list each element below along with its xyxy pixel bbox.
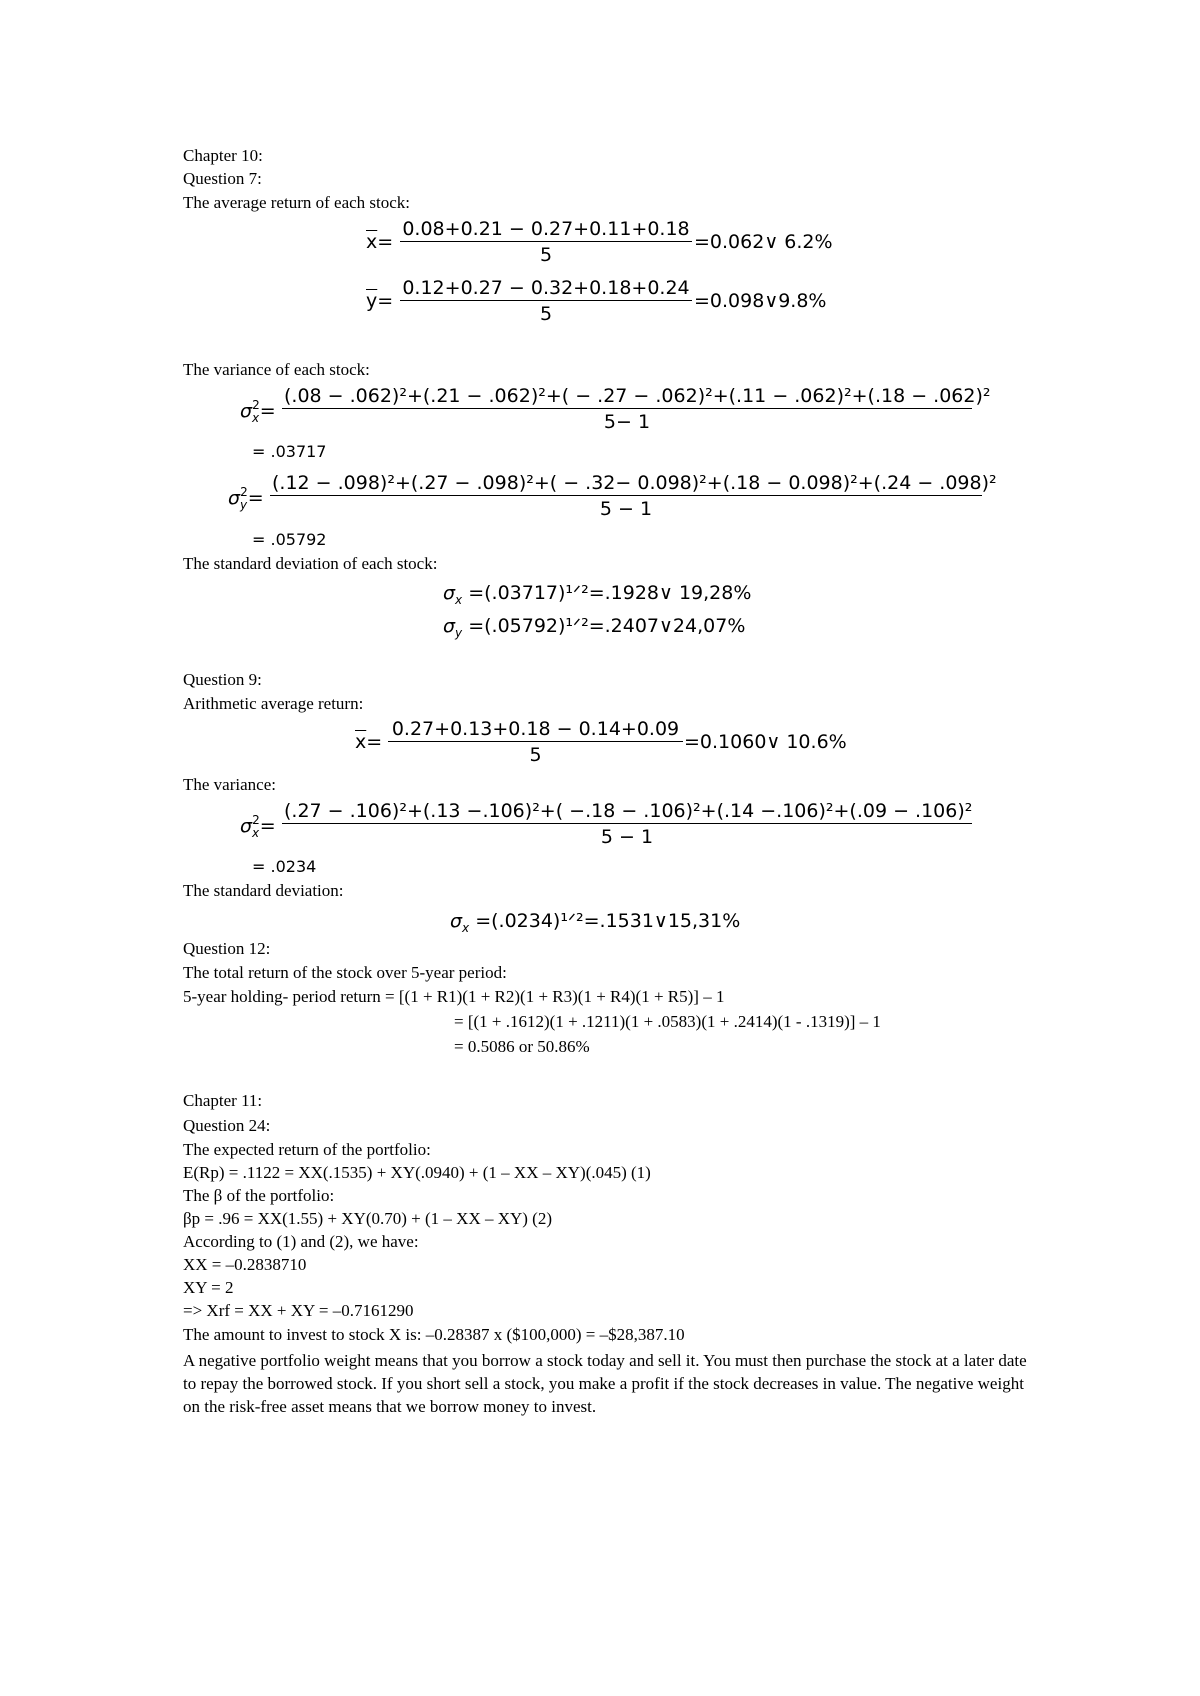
text-line: βp = .96 = XX(1.55) + XY(0.70) + (1 – XX – XY) (2): [183, 1209, 553, 1228]
text-line: The β of the portfolio:: [183, 1186, 335, 1205]
x-bar-label: $\overline{x}=$: [355, 731, 383, 753]
chapter-heading: Chapter 10:: [183, 146, 263, 165]
text-line: The average return of each stock:: [183, 193, 411, 212]
std-dev-y-value: =(.05792)¹ᐟ²=.2407∨24,07%: [468, 615, 746, 637]
variance-x-fraction: [282, 385, 991, 433]
q9-std-dev-value: =(.0234)¹ᐟ²=.1531∨15,31%: [475, 910, 741, 932]
text-line: The expected return of the portfolio:: [183, 1140, 431, 1159]
explanation-paragraph: A negative portfolio weight means that you borrow a stock today and sell it. You must then purchase the stock at a later date to repay the borrowed stock. If you short sell a stock, you make a profit if the stock decreases in value. The negative weight on the risk-free asset means that we borrow money to invest.: [183, 1351, 1027, 1416]
text-line: The total return of the stock over 5-year period:: [183, 963, 507, 982]
text-line: Arithmetic average return:: [183, 694, 364, 713]
numerator: (.08 − .062)²+(.21 − .062)²+( − .27 − .062)²+(.11 − .062)²+(.18 − .062)²: [284, 385, 991, 407]
y-bar-label: $\overline{y}=$: [366, 290, 394, 312]
numerator: 0.27+0.13+0.18 − 0.14+0.09: [388, 718, 683, 742]
numerator: (.27 − .106)²+(.13 −.106)²+( −.18 − .106)²+(.14 −.106)²+(.09 − .106)²: [284, 800, 973, 822]
denominator: 5: [539, 303, 553, 325]
text-line: E(Rp) = .1122 = XX(.1535) + XY(.0940) + (1 – XX – XY)(.045) (1): [183, 1163, 651, 1182]
text-line: The standard deviation:: [183, 881, 344, 900]
q9-variance-fraction: [282, 800, 972, 848]
denominator: 5 − 1: [600, 826, 654, 848]
q9-variance-result: = .0234: [252, 857, 317, 876]
denominator: 5− 1: [603, 411, 651, 433]
std-dev-x-value: =(.03717)¹ᐟ²=.1928∨ 19,28%: [468, 582, 752, 604]
sigma-y-squared: $\sigma_y^2=$: [228, 485, 264, 512]
text-line: The standard deviation of each stock:: [183, 554, 438, 573]
std-dev-x: $\sigma_x$ =(.03717)¹ᐟ²=.1928∨ 19,28%: [443, 582, 752, 607]
x-bar-label: $\overline{x}=$: [366, 231, 394, 253]
text-line: XY = 2: [183, 1278, 234, 1297]
text-line: The variance:: [183, 775, 276, 794]
question-heading: Question 12:: [183, 939, 271, 958]
text-line: XX = –0.2838710: [183, 1255, 307, 1274]
variance-y-result: = .05792: [252, 530, 327, 549]
x-bar-fraction: [400, 218, 692, 266]
text-line: According to (1) and (2), we have:: [183, 1232, 419, 1251]
y-bar-fraction: [400, 277, 692, 325]
y-bar-result: =0.098∨9.8%: [694, 290, 827, 312]
denominator: 5: [529, 744, 542, 766]
q9-mean-fraction: [388, 718, 683, 766]
question-heading: Question 24:: [183, 1116, 271, 1135]
text-line: 5-year holding- period return = [(1 + R1)(1 + R2)(1 + R3)(1 + R4)(1 + R5)] – 1: [183, 987, 725, 1006]
chapter-heading: Chapter 11:: [183, 1091, 263, 1110]
denominator: 5: [539, 244, 553, 266]
variance-y-fraction: [270, 472, 997, 520]
numerator: 0.12+0.27 − 0.32+0.18+0.24: [400, 277, 692, 301]
text-line: = [(1 + .1612)(1 + .1211)(1 + .0583)(1 + .2414)(1 - .1319)] – 1: [454, 1012, 881, 1031]
text-line: The amount to invest to stock X is: –0.28387 x ($100,000) = –$28,387.10: [183, 1325, 685, 1344]
text-line: = 0.5086 or 50.86%: [454, 1037, 590, 1056]
variance-x-result: = .03717: [252, 442, 327, 461]
x-bar-result: =0.062∨ 6.2%: [694, 231, 833, 253]
sigma-x-squared: $\sigma_x^2=$: [240, 813, 276, 840]
question-heading: Question 9:: [183, 670, 262, 689]
denominator: 5 − 1: [599, 498, 653, 520]
question-heading: Question 7:: [183, 169, 262, 188]
q9-std-dev: $\sigma_x$ =(.0234)¹ᐟ²=.1531∨15,31%: [450, 910, 741, 935]
text-line: The variance of each stock:: [183, 360, 370, 379]
std-dev-y: $\sigma_y$ =(.05792)¹ᐟ²=.2407∨24,07%: [443, 615, 746, 640]
numerator: 0.08+0.21 − 0.27+0.11+0.18: [400, 218, 692, 242]
text-line: => Xrf = XX + XY = –0.7161290: [183, 1301, 414, 1320]
q9-mean-result: =0.1060∨ 10.6%: [684, 731, 847, 753]
numerator: (.12 − .098)²+(.27 − .098)²+( − .32− 0.098)²+(.18 − 0.098)²+(.24 − .098)²: [272, 472, 997, 494]
sigma-x-squared: $\sigma_x^2=$: [240, 398, 276, 425]
